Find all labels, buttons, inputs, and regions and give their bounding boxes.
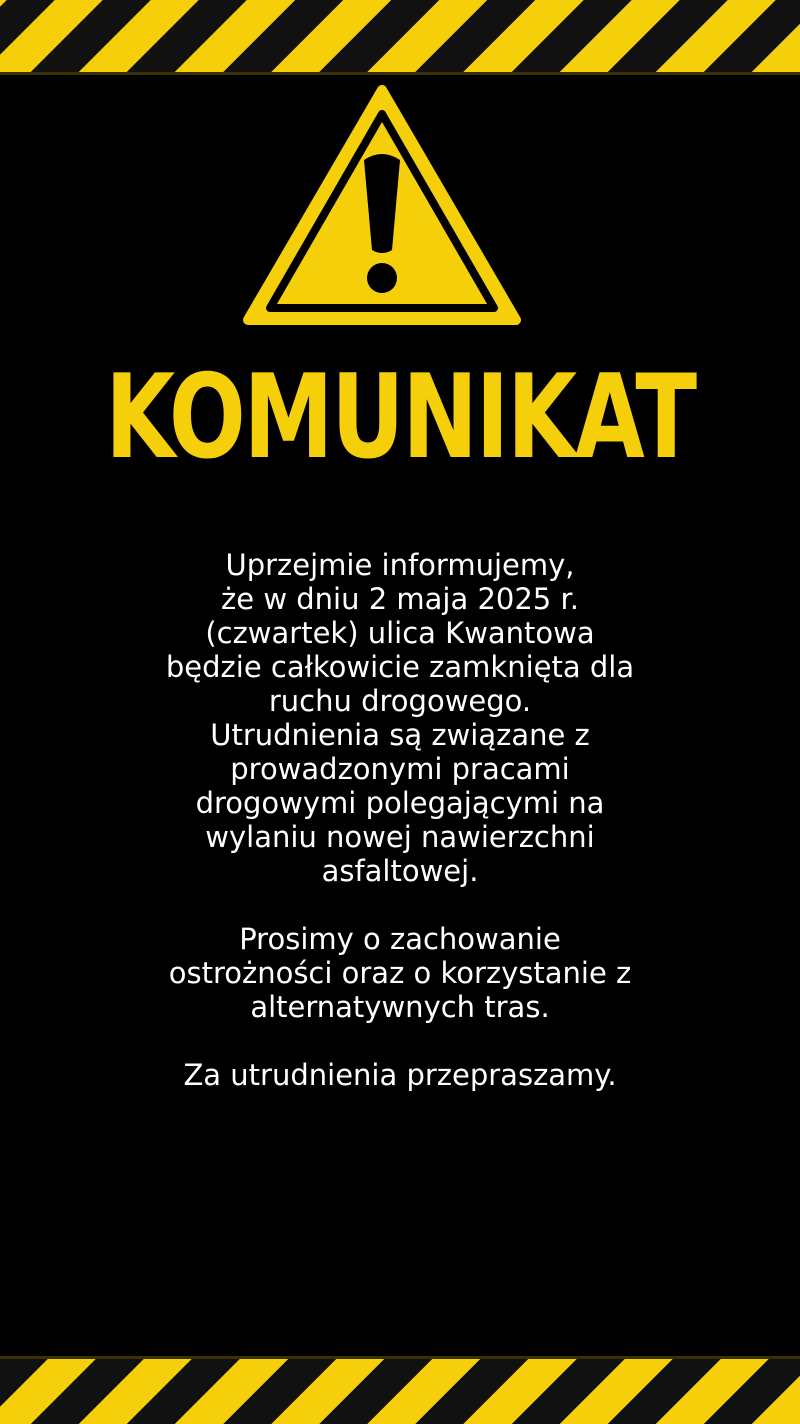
hazard-stripe-top [0,0,800,75]
paragraph-apology: Za utrudnienia przepraszamy. [183,1058,617,1092]
hazard-stripe-bottom [0,1356,800,1424]
announcement-text [60,548,740,1092]
warning-triangle-icon [240,80,524,328]
paragraph-caution-request: Prosimy o zachowanie ostrożności oraz o korzystanie z alternatywnych tras. [168,922,632,1024]
paragraph-closure-info: Uprzejmie informujemy, że w dniu 2 maja 2025 r. (czwartek) ulica Kwantowa będzie całkowicie zamknięta dla ruchu drogowego. Utrudnienia są związane z prowadzonymi pracami drogowymi polegającymi na wylaniu nowej nawierzchni asfaltowej. [165,548,635,888]
page-title: KOMUNIKAT [105,350,695,485]
